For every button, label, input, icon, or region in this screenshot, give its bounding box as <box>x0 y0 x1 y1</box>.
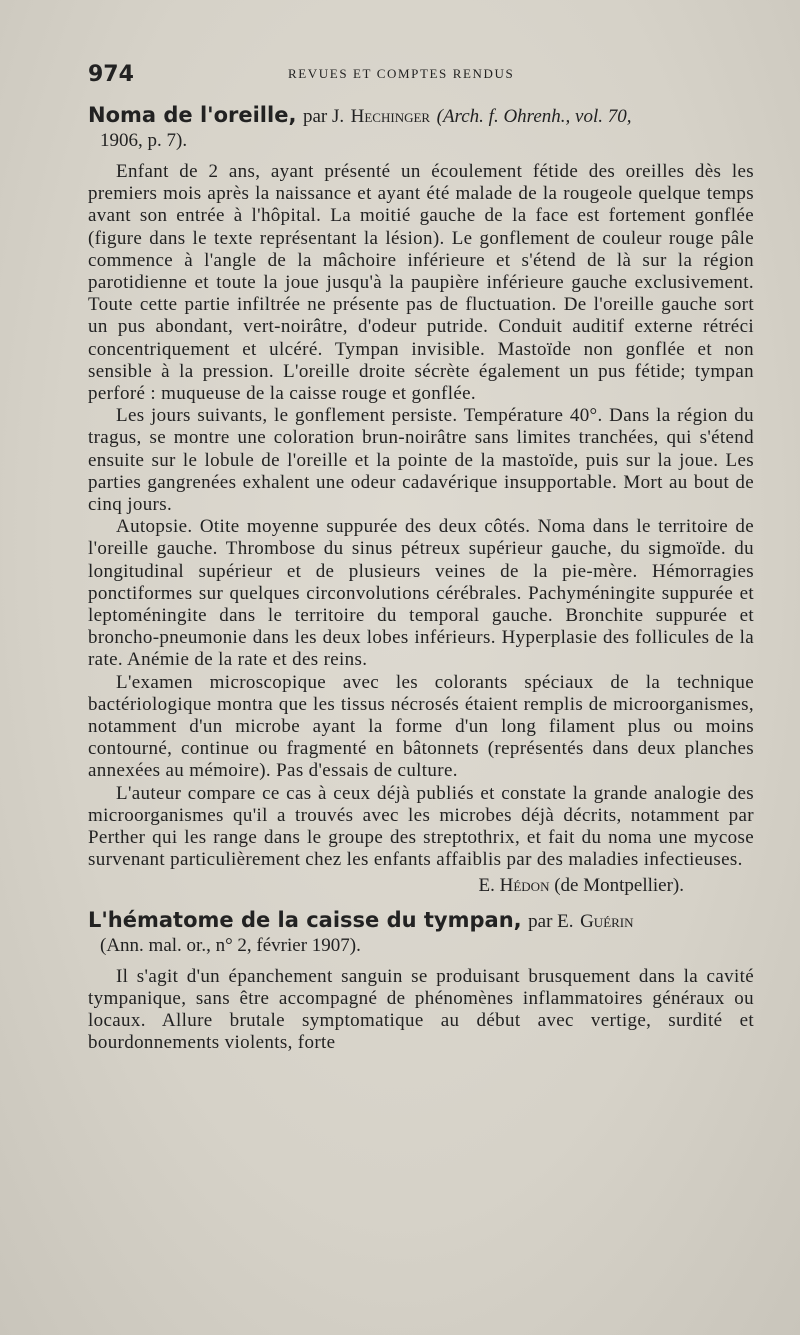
article-1-heading <box>88 103 754 129</box>
article-2-author: Guérin <box>580 910 634 932</box>
article-2-title: L'hématome de la caisse du tympan, <box>88 907 522 932</box>
article-1-by: par J. <box>302 106 345 127</box>
article-1-title: Noma de l'oreille, <box>88 103 297 127</box>
article-2-by: par E. <box>528 910 574 932</box>
article-1-paragraph: L'auteur compare ce cas à ceux déjà publiés et constate la grande analogie des microorganismes qu'il a trouvés avec les microbes déjà décrits, notamment par Perther qui les range dans le groupe des streptothrix, et fait du noma une mycose survenant particulièrement chez les enfants affaiblis par des maladies infectieuses. <box>88 782 754 871</box>
article-1-paragraph: Les jours suivants, le gonflement persiste. Température 40°. Dans la région du tragus, se montre une coloration brun-noirâtre sans limites tranchées, qui s'étend ensuite sur le lobule de l'oreille et la pointe de la mastoïde, puis sur la joue. Les parties gangrenées exhalent une odeur cadavérique insupportable. Mort au bout de cinq jours. <box>88 405 754 516</box>
page-number: 974 <box>88 62 134 87</box>
article-2-paragraph: Il s'agit d'un épanchement sanguin se produisant brusquement dans la cavité tympanique, sans être accompagné de phénomènes inflammatoires généraux ou locaux. Allure brutale symptomatique au début avec vertige, surdité et bourdonnements violents, forte <box>88 965 754 1054</box>
article-2-citation: (Ann. mal. or., n° 2, février 1907). <box>100 934 361 956</box>
article-1-paragraph: Autopsie. Otite moyenne suppurée des deux côtés. Noma dans le territoire de l'oreille gauche. Thrombose du sinus pétreux supérieur gauche, du sigmoïde. du longitudinal supérieur et de plusieurs veines de la pie-mère. Hémorragies ponctiformes sur quelques circonvolutions cérébrales. Pachyméningite suppurée et leptoméningite dans le territoire du temporal gauche. Bronchite suppurée et broncho-pneumonie dans les deux lobes inférieurs. Hyperplasie des follicules de la rate. Anémie de la rate et des reins. <box>88 516 754 671</box>
signature-place: (de Montpellier). <box>554 874 684 896</box>
signature-initial: E. <box>478 874 495 896</box>
page-content <box>88 103 754 1054</box>
running-title: REVUES ET COMPTES RENDUS <box>288 66 515 81</box>
article-1-paragraph: Enfant de 2 ans, ayant présenté un écoulement fétide des oreilles dès les premiers mois après la naissance et ayant été malade de la rougeole quelque temps avant son entrée à l'hôpital. La moitié gauche de la face est fortement gonflée (figure dans le texte représentant la lésion). Le gonflement de couleur rouge pâle commence à l'angle de la mâchoire inférieure et s'étend de là sur la région parotidienne et toute la joue jusqu'à la paupière inférieure gauche exclusivement. Toute cette partie infiltrée ne présente pas de fluctuation. De l'oreille gauche sort un pus abondant, vert-noirâtre, d'odeur putride. Conduit auditif externe rétréci concentriquement et ulcéré. Tympan invisible. Mastoïde non gonflée et non sensible à la pression. L'oreille droite sécrète également un pus fétide; tympan perforé : muqueuse de la caisse rouge et gonflée. <box>88 161 754 405</box>
article-2-heading <box>88 908 754 934</box>
article-1-citation: (Arch. f. Ohrenh., vol. 70, <box>436 106 632 127</box>
signature-name: Hédon <box>499 874 550 896</box>
page-header <box>88 62 750 92</box>
article-1-paragraph: L'examen microscopique avec les colorants spéciaux de la technique bactériologique montra que les tissus nécrosés étaient remplis de microorganismes, notamment d'un microbe ayant la forme d'un long filament plus ou moins contourné, continue ou fragmenté en bâtonnets (représentés dans deux planches annexées au mémoire). Pas d'essais de culture. <box>88 671 754 782</box>
article-1-signature <box>88 874 754 898</box>
article-1-citation-continued: 1906, p. 7). <box>100 130 188 151</box>
article-1-author: Hechinger <box>350 106 431 127</box>
